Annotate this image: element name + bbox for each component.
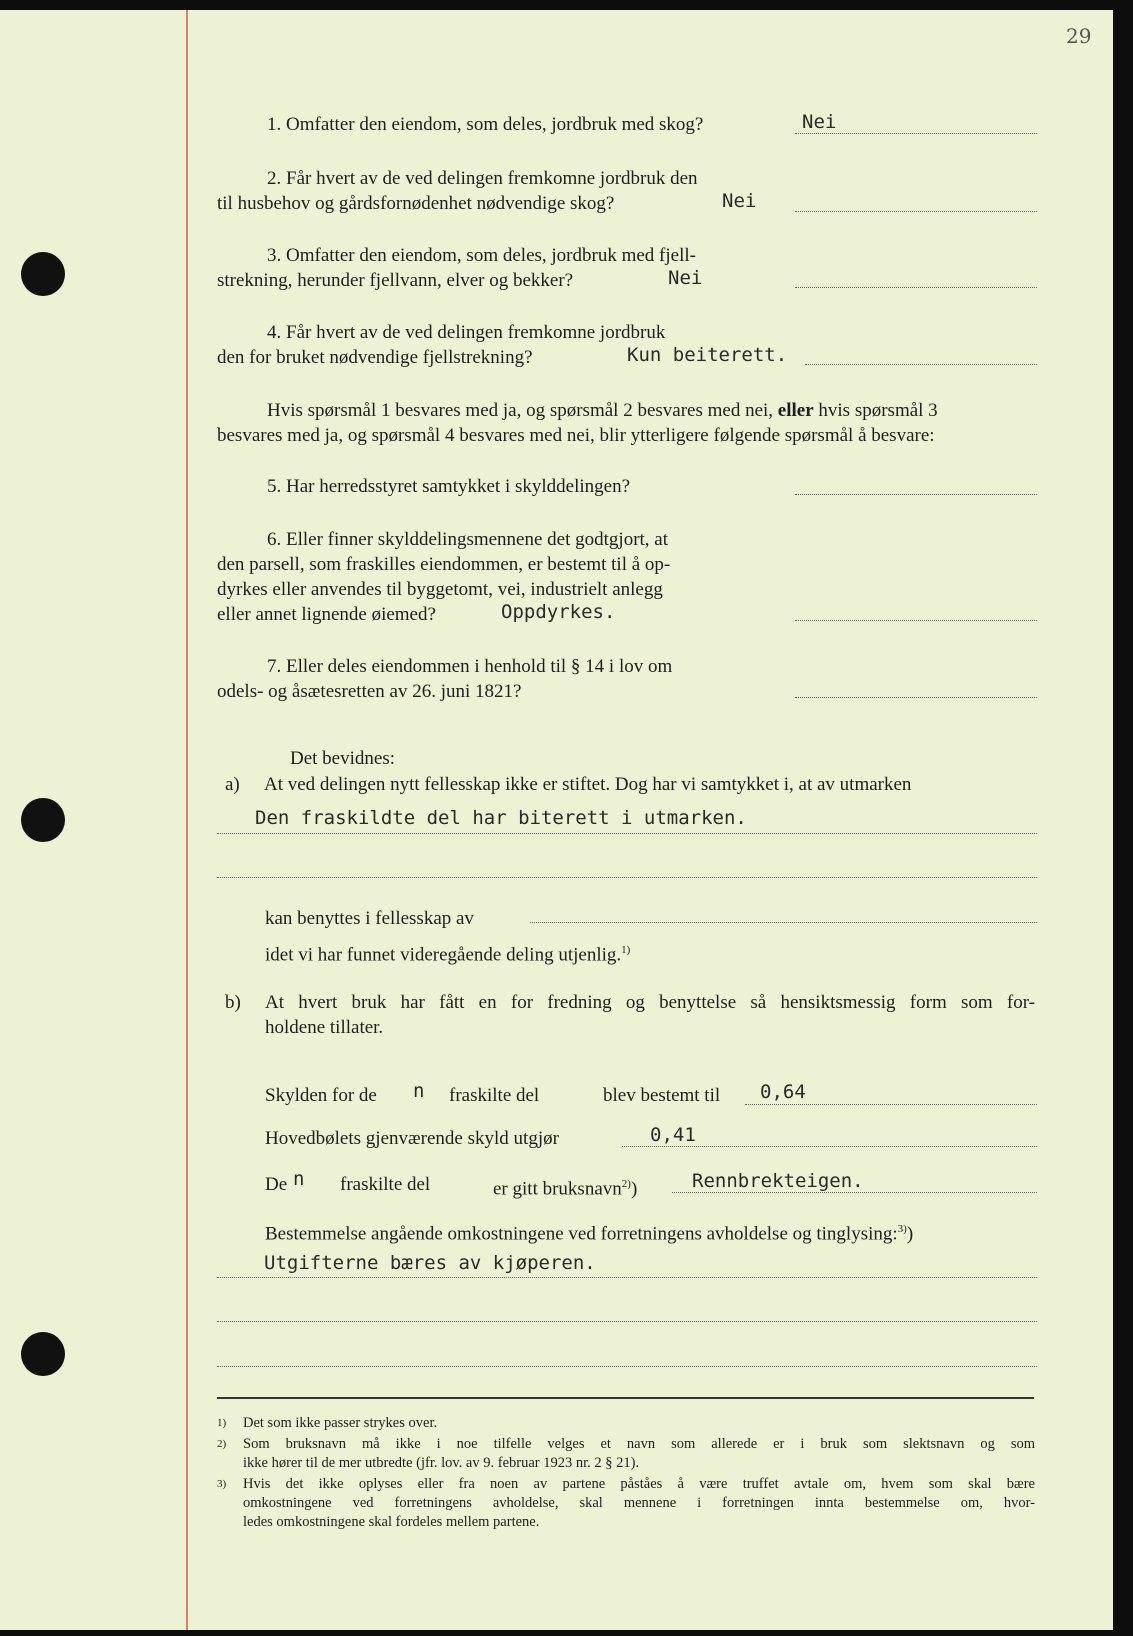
bruksnavn-line <box>672 1192 1037 1193</box>
attest-heading: Det bevidnes: <box>290 748 396 769</box>
question-7-text1: Eller deles eiendommen i henhold til § 14 i lov om <box>286 656 673 677</box>
question-3-line2: strekning, herunder fjellvann, elver og bekker? <box>217 270 574 291</box>
answer-line-4 <box>805 364 1037 365</box>
den-n: n <box>293 1168 305 1190</box>
question-2-number: 2. <box>267 168 282 189</box>
question-1-text: Omfatter den eiendom, som deles, jordbruk med skog? <box>286 114 704 135</box>
attest-a-use: kan benyttes i fellesskap av <box>265 908 474 929</box>
question-3-number: 3. <box>267 245 282 266</box>
question-5-text: Har herredsstyret samtykket i skylddelingen? <box>286 476 631 497</box>
attest-b-line2: holdene tillater. <box>265 1017 384 1038</box>
question-6-line1 <box>267 527 668 552</box>
question-4-number: 4. <box>267 322 282 343</box>
question-2-line1 <box>267 166 698 191</box>
question-3-answer: Nei <box>668 267 703 289</box>
cost-line-1 <box>217 1277 1037 1278</box>
attest-a-use-line <box>530 922 1037 923</box>
question-5 <box>267 474 630 499</box>
question-4-answer: Kun beiterett. <box>627 344 788 366</box>
question-1-answer: Nei <box>802 111 837 133</box>
attest-b-line1: At hvert bruk har fått en for fredning og benyttelse så hensiktsmessig form som for- <box>265 992 1035 1013</box>
condition-line2: besvares med ja, og spørsmål 4 besvares med nei, blir ytterligere følgende spørsmål å besvare: <box>217 425 935 446</box>
hoved-label: Hovedbølets gjenværende skyld utgjør <box>265 1128 559 1149</box>
cost-line-3 <box>217 1366 1037 1367</box>
skyld-n: n <box>413 1080 425 1102</box>
attest-a-unnecessary <box>265 938 630 967</box>
question-4-line2: den for bruket nødvendige fjellstrekning? <box>217 347 533 368</box>
cost-line-2 <box>217 1321 1037 1322</box>
skyld-line <box>745 1104 1037 1105</box>
cost-label-end: ) <box>906 1223 914 1245</box>
hoved-value: 0,41 <box>650 1124 696 1146</box>
question-1 <box>267 112 703 137</box>
attest-a-label: a) <box>225 774 240 795</box>
answer-line-7 <box>795 697 1037 698</box>
answer-line-2 <box>795 211 1037 212</box>
attest-a-answer: Den fraskildte del har biterett i utmarken. <box>255 807 747 829</box>
footnote-3-text3: ledes omkostningene skal fordeles mellem partene. <box>243 1514 540 1530</box>
answer-line-1 <box>795 133 1037 134</box>
punch-hole-top <box>21 252 65 296</box>
question-2-text1: Får hvert av de ved delingen fremkomne jordbruk den <box>286 168 698 189</box>
footnote-ref-1: 1) <box>621 944 631 956</box>
footnote-rule <box>217 1397 1034 1399</box>
footnote-3-text1: Hvis det ikke oplyses eller fra noen av partene påståes å være truffet avtale om, hvem som skal bære <box>243 1476 1035 1492</box>
question-4-text1: Får hvert av de ved delingen fremkomne jordbruk <box>286 322 666 343</box>
den-suffix <box>493 1172 637 1201</box>
question-3-line1 <box>267 243 696 268</box>
punch-hole-bottom <box>21 1332 65 1376</box>
question-6-line2: den parsell, som fraskilles eiendommen, er bestemt til å op- <box>217 554 671 575</box>
question-1-number: 1. <box>267 114 282 135</box>
footnote-1-ref: 1) <box>217 1417 227 1429</box>
condition-bold: eller <box>777 400 814 421</box>
footnote-ref-3: 3) <box>897 1223 907 1235</box>
page-number: 29 <box>1066 24 1092 48</box>
condition-text-b: hvis spørsmål 3 <box>818 400 938 421</box>
skyld-value: 0,64 <box>760 1081 806 1103</box>
footnote-1-text: Det som ikke passer strykes over. <box>243 1415 438 1431</box>
question-7-number: 7. <box>267 656 282 677</box>
skyld-suffix: blev bestemt til <box>603 1085 721 1106</box>
den-suffix-text: er gitt bruksnavn <box>493 1178 622 1200</box>
question-5-number: 5. <box>267 476 282 497</box>
attest-a-unnecessary-text: idet vi har funnet videregående deling utjenlig. <box>265 944 622 966</box>
attest-a-line1 <box>217 833 1037 834</box>
question-6-number: 6. <box>267 529 282 550</box>
attest-a-text: At ved delingen nytt fellesskap ikke er stiftet. Dog har vi samtykket i, at av utmarken <box>264 774 912 795</box>
den-mid: fraskilte del <box>340 1174 431 1195</box>
answer-line-5 <box>795 494 1037 495</box>
footnote-ref-2: 2) <box>621 1178 631 1190</box>
footnote-2-ref: 2) <box>217 1438 227 1450</box>
question-6-line4: eller annet lignende øiemed? <box>217 604 436 625</box>
question-6-text1: Eller finner skylddelingsmennene det godtgjort, at <box>286 529 669 550</box>
footnote-3-ref: 3) <box>217 1478 227 1490</box>
question-6-answer: Oppdyrkes. <box>501 601 616 623</box>
den-suffix-end: ) <box>630 1178 638 1200</box>
skyld-prefix: Skylden for de <box>265 1085 377 1106</box>
cost-label <box>265 1217 913 1246</box>
condition-line1 <box>267 398 938 423</box>
question-2-answer: Nei <box>722 190 757 212</box>
margin-line <box>186 10 188 1630</box>
question-2-line2: til husbehov og gårdsfornødenhet nødvendige skog? <box>217 193 615 214</box>
cost-label-text: Bestemmelse angående omkostningene ved forretningens avholdelse og tinglysing: <box>265 1223 898 1245</box>
footnote-2-text1: Som bruksnavn må ikke i noe tilfelle velges et navn som allerede er i bruk som slektsnavn og som <box>243 1436 1035 1452</box>
question-4-line1 <box>267 320 665 345</box>
footnote-3-text2: omkostningene ved forretningens avholdelse, skal mennene i forretningen innta bestemmelse om, hvor- <box>243 1495 1035 1511</box>
answer-line-6 <box>795 620 1037 621</box>
question-6-line3: dyrkes eller anvendes til byggetomt, vei, industrielt anlegg <box>217 579 663 600</box>
footnote-2-text2: ikke hører til de mer utbredte (jfr. lov. av 9. februar 1923 nr. 2 § 21). <box>243 1455 640 1471</box>
question-7-line2: odels- og åsætesretten av 26. juni 1821? <box>217 681 522 702</box>
attest-a-line2 <box>217 877 1037 878</box>
den-prefix: De <box>265 1174 288 1195</box>
skyld-mid: fraskilte del <box>449 1085 540 1106</box>
answer-line-3 <box>795 287 1037 288</box>
bruksnavn-value: Rennbrekteigen. <box>692 1170 864 1192</box>
question-3-text1: Omfatter den eiendom, som deles, jordbruk med fjell- <box>286 245 696 266</box>
punch-hole-middle <box>21 798 65 842</box>
question-7-line1 <box>267 654 672 679</box>
hoved-line <box>622 1146 1037 1147</box>
condition-text-a: Hvis spørsmål 1 besvares med ja, og spørsmål 2 besvares med nei, <box>267 400 774 421</box>
cost-answer: Utgifterne bæres av kjøperen. <box>264 1252 596 1274</box>
attest-b-label: b) <box>225 992 241 1013</box>
